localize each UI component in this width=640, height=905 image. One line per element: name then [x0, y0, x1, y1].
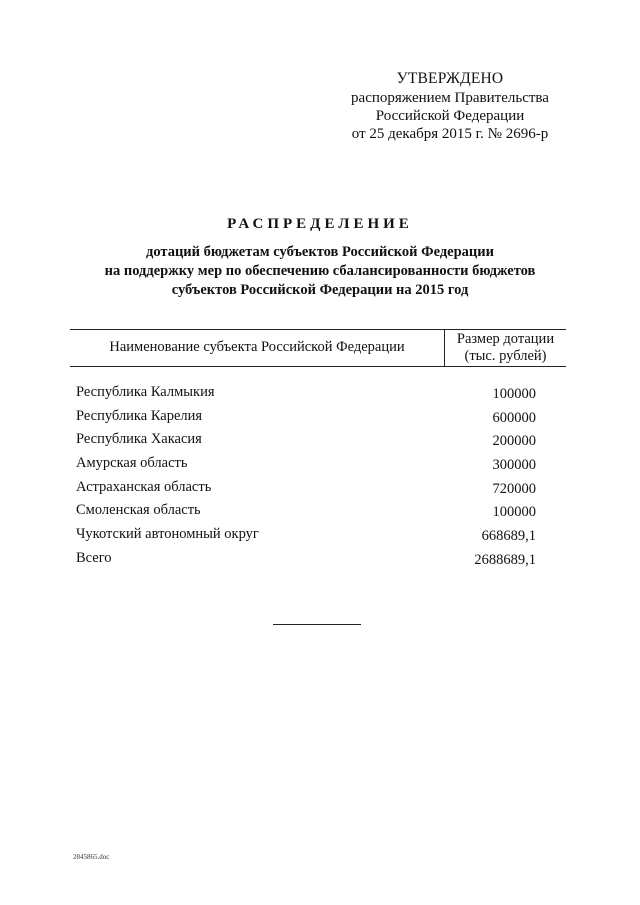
table-row: [70, 502, 566, 526]
table-row: [70, 431, 566, 455]
row-name: Республика Калмыкия: [76, 384, 215, 400]
row-value: 100000: [492, 386, 536, 402]
approval-line-1: распоряжением Правительства: [351, 90, 549, 106]
table-body: [70, 384, 566, 574]
title-heading: РАСПРЕДЕЛЕНИЕ: [227, 216, 413, 232]
row-name: Астраханская область: [76, 478, 212, 495]
row-value: 668689,1: [481, 528, 536, 545]
approval-line-2: Российской Федерации: [375, 108, 525, 124]
table-row: [70, 479, 566, 503]
row-value: 720000: [492, 480, 536, 497]
approval-heading: УТВЕРЖДЕНО: [396, 70, 504, 87]
row-name: Республика Хакасия: [76, 431, 202, 448]
row-name: Смоленская область: [76, 502, 201, 519]
document-title: [70, 216, 570, 300]
table-row-total: [70, 550, 566, 574]
row-value: 200000: [492, 433, 536, 450]
row-value: 600000: [492, 409, 536, 426]
table-row: [70, 526, 566, 550]
row-value: 100000: [492, 504, 536, 521]
table-top-rule: [70, 329, 566, 330]
approval-line-3: от 25 декабря 2015 г. № 2696-р: [351, 126, 549, 142]
column-header-amount-line-2: (тыс. рублей): [464, 348, 547, 364]
end-of-document-rule: [273, 624, 361, 625]
title-line-2: на поддержку мер по обеспечению сбалансированности бюджетов: [104, 263, 536, 279]
row-value: 300000: [492, 457, 536, 474]
total-value: 2688689,1: [474, 551, 536, 568]
table-row: [70, 408, 566, 432]
approval-stamp: [330, 70, 570, 143]
title-line-1: дотаций бюджетам субъектов Российской Федерации: [146, 244, 494, 260]
document-file-id: 2845865.doc: [73, 853, 110, 861]
table-header-rule: [70, 366, 566, 367]
table-row: [70, 455, 566, 479]
row-name: Амурская область: [76, 455, 188, 472]
column-header-amount: [445, 331, 566, 365]
table-row: [70, 384, 566, 408]
column-header-amount-line-1: Размер дотации: [456, 331, 555, 347]
title-line-3: субъектов Российской Федерации на 2015 год: [171, 282, 469, 298]
row-name: Республика Карелия: [76, 407, 203, 424]
row-name: Чукотский автономный округ: [76, 526, 259, 543]
total-label: Всего: [76, 549, 112, 566]
column-header-name: Наименование субъекта Российской Федерации: [109, 339, 405, 355]
